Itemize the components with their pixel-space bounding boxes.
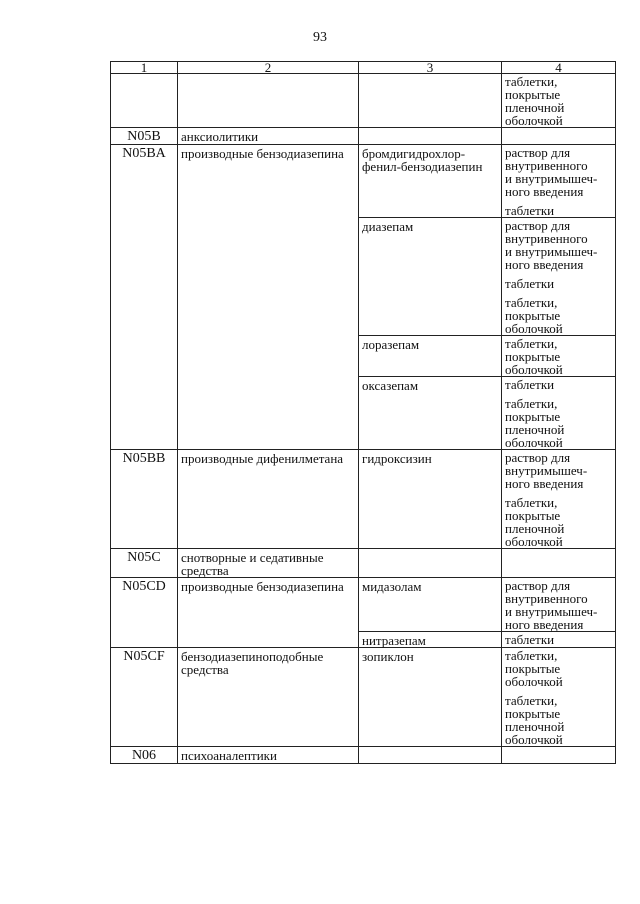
group-label: бензодиазепиноподобные средства <box>181 649 324 677</box>
drug-name-text: гидроксизин <box>362 451 432 466</box>
dosage-form: раствор для внутривенного и внутримышеч- ного введения <box>505 578 598 632</box>
page-number: 93 <box>313 30 327 45</box>
column-header: 2 <box>178 62 359 74</box>
atc-group <box>178 128 359 145</box>
drug-name <box>359 218 502 336</box>
atc-group <box>178 747 359 764</box>
group-label: производные бензодиазепина <box>181 146 344 161</box>
drug-name <box>359 747 502 764</box>
group-label: снотворные и седативные средства <box>181 550 324 578</box>
table-row <box>111 450 616 549</box>
drug-name <box>359 648 502 747</box>
table-row <box>111 549 616 578</box>
dosage-form: таблетки <box>505 632 555 647</box>
drug-name-text: оксазепам <box>362 378 419 393</box>
drug-name-text: нитразепам <box>362 633 426 648</box>
dosage-form: таблетки, покрытые оболочкой <box>505 648 563 689</box>
atc-group <box>178 648 359 747</box>
table-row <box>111 747 616 764</box>
drug-name-text: мидазолам <box>362 579 422 594</box>
drug-name <box>359 450 502 549</box>
drug-name <box>359 336 502 377</box>
dosage-form: раствор для внутривенного и внутримышеч- ного введения <box>505 145 598 199</box>
dosage-form: раствор для внутримышеч- ного введения <box>505 450 588 491</box>
atc-code: N05B <box>111 128 178 145</box>
dosage-forms <box>502 747 616 764</box>
atc-group <box>178 450 359 549</box>
group-label: производные дифенилметана <box>181 451 344 466</box>
dosage-forms <box>502 632 616 648</box>
dosage-forms <box>502 377 616 450</box>
drug-name-text: зопиклон <box>362 649 414 664</box>
dosage-forms <box>502 145 616 218</box>
dosage-form: таблетки, покрытые оболочкой <box>505 295 563 336</box>
column-header: 4 <box>502 62 616 74</box>
dosage-form: таблетки <box>505 203 555 218</box>
atc-code: N05CD <box>111 578 178 648</box>
dosage-form: таблетки, покрытые пленочной оболочкой <box>505 74 565 128</box>
drug-name <box>359 128 502 145</box>
drug-name <box>359 632 502 648</box>
header-row <box>111 62 616 74</box>
atc-group <box>178 145 359 450</box>
dosage-form: раствор для внутривенного и внутримышеч- ного введения <box>505 218 598 272</box>
atc-group <box>178 578 359 648</box>
drug-name-text: лоразепам <box>362 337 420 352</box>
table-row <box>111 145 616 218</box>
atc-group <box>178 549 359 578</box>
drug-name-text: диазепам <box>362 219 414 234</box>
drug-name-text: бромдигидрохлор- фенил-бензодиазепин <box>362 146 483 174</box>
dosage-forms <box>502 218 616 336</box>
dosage-forms <box>502 450 616 549</box>
dosage-form: таблетки, покрытые пленочной оболочкой <box>505 396 565 450</box>
dosage-form: таблетки, покрытые пленочной оболочкой <box>505 495 565 549</box>
table-row <box>111 74 616 128</box>
atc-code <box>111 74 178 128</box>
dosage-form: таблетки <box>505 377 555 392</box>
drug-name <box>359 145 502 218</box>
table-row <box>111 648 616 747</box>
column-header: 1 <box>111 62 178 74</box>
group-label: производные бензодиазепина <box>181 579 344 594</box>
atc-code: N05CF <box>111 648 178 747</box>
group-label: психоаналептики <box>181 748 277 763</box>
dosage-forms <box>502 578 616 632</box>
atc-code: N05BA <box>111 145 178 450</box>
dosage-form: таблетки, покрытые оболочкой <box>505 336 563 377</box>
dosage-form: таблетки, покрытые пленочной оболочкой <box>505 693 565 747</box>
table-row <box>111 578 616 632</box>
dosage-forms <box>502 128 616 145</box>
dosage-forms <box>502 648 616 747</box>
drug-name <box>359 578 502 632</box>
dosage-forms <box>502 74 616 128</box>
dosage-forms <box>502 549 616 578</box>
drug-name <box>359 377 502 450</box>
atc-code: N05C <box>111 549 178 578</box>
group-label: анксиолитики <box>181 129 259 144</box>
table-row <box>111 128 616 145</box>
column-header: 3 <box>359 62 502 74</box>
atc-group <box>178 74 359 128</box>
dosage-forms <box>502 336 616 377</box>
drug-name <box>359 549 502 578</box>
atc-code: N06 <box>111 747 178 764</box>
drug-table <box>110 61 616 764</box>
atc-code: N05BB <box>111 450 178 549</box>
dosage-form: таблетки <box>505 276 555 291</box>
drug-name <box>359 74 502 128</box>
